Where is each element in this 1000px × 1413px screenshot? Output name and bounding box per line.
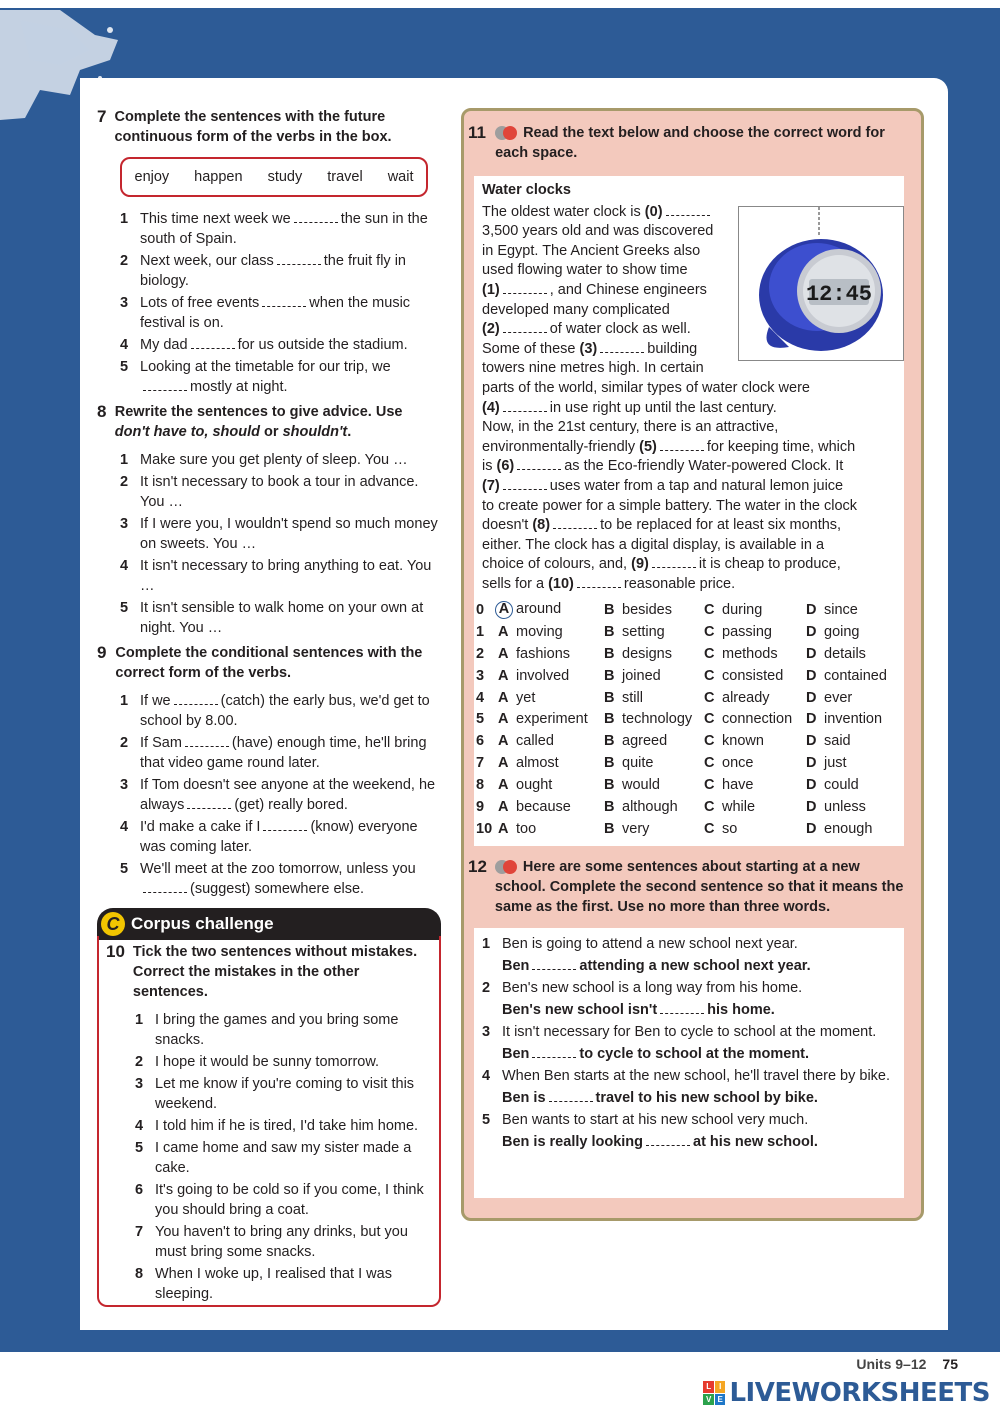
- answer-blank[interactable]: [263, 819, 307, 831]
- option-b[interactable]: B very: [604, 820, 650, 837]
- reading-line: sells for a (10) reasonable price.: [482, 575, 736, 592]
- option-c[interactable]: C so: [704, 820, 738, 837]
- list-item: 4 My dad for us outside the stadium.: [120, 337, 408, 353]
- exercise-instruction: Read the text below and choose the correct word for each space.: [495, 125, 885, 161]
- exercise-8: [97, 402, 437, 442]
- option-c[interactable]: C known: [704, 733, 764, 750]
- list-item: 1 Ben is going to attend a new school next year. Ben attending a new school next year.: [482, 936, 811, 974]
- answer-options: [476, 599, 904, 840]
- reading-title: Water clocks: [482, 182, 571, 198]
- reading-line: (2) of water clock as well.: [482, 321, 691, 338]
- answer-blank[interactable]: [553, 517, 597, 529]
- exercise-number: 7: [97, 107, 107, 126]
- option-a[interactable]: A because: [498, 798, 571, 815]
- question-number: 7: [476, 755, 485, 772]
- option-b[interactable]: B besides: [604, 601, 672, 618]
- question-number: 3: [476, 667, 485, 684]
- answer-blank[interactable]: [517, 458, 561, 470]
- answer-blank[interactable]: [191, 337, 235, 349]
- list-item: 3 It isn't necessary for Ben to cycle to school at the moment. Ben to cycle to school at the moment.: [482, 1024, 877, 1062]
- option-row: [476, 599, 904, 621]
- word-box: [120, 157, 428, 197]
- answer-blank[interactable]: [532, 958, 576, 970]
- corpus-title: Corpus challenge: [131, 914, 274, 933]
- liveworksheets-brand[interactable]: [703, 1378, 990, 1408]
- list-item: 1 I bring the games and you bring some snacks.: [135, 1012, 399, 1048]
- exercise-12-header: [468, 857, 908, 917]
- answer-blank[interactable]: [503, 282, 547, 294]
- answer-blank[interactable]: [277, 253, 321, 265]
- reading-line: towers nine metres high. In certain: [482, 360, 704, 377]
- list-item: 6 It's going to be cold so if you come, I think you should bring a coat.: [135, 1182, 424, 1218]
- list-item: 5 We'll meet at the zoo tomorrow, unless you(suggest) somewhere else.: [120, 861, 416, 897]
- option-a[interactable]: A ought: [498, 777, 553, 794]
- option-a[interactable]: A involved: [498, 667, 570, 684]
- option-c[interactable]: C during: [704, 601, 763, 618]
- answer-blank[interactable]: [187, 797, 231, 809]
- option-c[interactable]: C methods: [704, 645, 778, 662]
- option-d[interactable]: D contained: [806, 667, 887, 684]
- option-a[interactable]: A too: [498, 820, 537, 837]
- option-b[interactable]: B agreed: [604, 733, 668, 750]
- list-item: 5 Looking at the timetable for our trip, wemostly at night.: [120, 359, 391, 395]
- option-c[interactable]: C have: [704, 777, 754, 794]
- answer-blank[interactable]: [600, 341, 644, 353]
- list-item: 1 Make sure you get plenty of sleep. You …: [120, 452, 408, 468]
- reading-line: doesn't (8) to be replaced for at least six months,: [482, 517, 842, 534]
- option-d[interactable]: D just: [806, 755, 847, 772]
- option-a[interactable]: A fashions: [498, 645, 571, 662]
- water-clock-image: [738, 206, 904, 361]
- reading-line: 3,500 years old and was discovered: [482, 223, 714, 240]
- difficulty-dots-icon: [495, 860, 517, 874]
- word-box-word: happen: [194, 169, 243, 185]
- reading-line: environmentally-friendly (5) for keeping time, which: [482, 438, 856, 455]
- list-item: 2 If Sam (have) enough time, he'll bring that video game round later.: [120, 735, 427, 771]
- question-number: 2: [476, 645, 485, 662]
- option-c[interactable]: C consisted: [704, 667, 784, 684]
- list-item: 5 It isn't sensible to walk home on your own at night. You …: [120, 600, 424, 636]
- exercise-number: 10: [106, 942, 125, 961]
- option-row: [476, 818, 904, 840]
- option-row: [476, 687, 904, 709]
- reading-line: developed many complicated: [482, 301, 670, 318]
- word-box-word: wait: [387, 169, 414, 185]
- exercise-11-header: [468, 123, 908, 163]
- list-item: 1 If we (catch) the early bus, we'd get to school by 8.00.: [120, 693, 430, 729]
- exercise-12-items: [482, 934, 902, 1154]
- option-d[interactable]: D enough: [806, 820, 873, 837]
- corpus-icon: C: [101, 912, 125, 936]
- exercise-10: [106, 942, 431, 1002]
- list-item: 4 It isn't necessary to bring anything to eat. You …: [120, 558, 432, 594]
- reading-line: Now, in the 21st century, there is an attractive,: [482, 419, 779, 436]
- option-b[interactable]: B quite: [604, 755, 654, 772]
- question-number: 0: [476, 601, 485, 618]
- option-c[interactable]: C already: [704, 689, 770, 706]
- option-c[interactable]: C connection: [704, 711, 793, 728]
- exercise-10-items: [135, 1010, 430, 1306]
- option-d[interactable]: D ever: [806, 689, 853, 706]
- list-item: 2 It isn't necessary to book a tour in advance. You …: [120, 474, 419, 510]
- answer-blank[interactable]: [143, 379, 187, 391]
- option-a[interactable]: A almost: [498, 755, 559, 772]
- reading-line: (4) in use right up until the last century.: [482, 399, 777, 416]
- liveworksheets-logo-icon: L I V E: [703, 1381, 725, 1405]
- page-number: 75: [942, 1356, 958, 1372]
- list-item: 3 Let me know if you're coming to visit this weekend.: [135, 1076, 415, 1112]
- exercise-number: 8: [97, 402, 107, 421]
- exercise-9-items: [120, 691, 438, 901]
- list-item: 2 Ben's new school is a long way from his home. Ben's new school isn't his home.: [482, 980, 803, 1018]
- option-row: [476, 752, 904, 774]
- list-item: 2 Next week, our class the fruit fly in biology.: [120, 253, 406, 289]
- question-number: 6: [476, 733, 485, 750]
- list-item: 4 I'd make a cake if I (know) everyone was coming later.: [120, 819, 418, 855]
- exercise-7-items: [120, 209, 438, 399]
- answer-blank[interactable]: [174, 693, 218, 705]
- reading-line: (7) uses water from a tap and natural lemon juice: [482, 477, 844, 494]
- question-number: 1: [476, 623, 485, 640]
- difficulty-dots-icon: [495, 126, 517, 140]
- reading-line: in Egypt. The Ancient Greeks also: [482, 242, 701, 259]
- answer-blank[interactable]: [577, 576, 621, 588]
- question-number: 5: [476, 711, 485, 728]
- exercise-8-items: [120, 450, 438, 640]
- word-box-word: enjoy: [134, 169, 170, 185]
- list-item: 1 This time next week we the sun in the south of Spain.: [120, 211, 428, 247]
- word-box-word: study: [267, 169, 303, 185]
- exercise-instruction: Complete the conditional sentences with the correct form of the verbs.: [115, 645, 423, 681]
- answer-blank[interactable]: [646, 1134, 690, 1146]
- list-item: 3 If I were you, I wouldn't spend so much money on sweets. You …: [120, 516, 438, 552]
- list-item: 5 Ben wants to start at his new school very much. Ben is really looking at his new school.: [482, 1112, 818, 1150]
- example-answer-circle: A: [495, 601, 513, 619]
- answer-blank[interactable]: [652, 556, 696, 568]
- water-clock-illustration: [739, 207, 903, 360]
- option-row: [476, 665, 904, 687]
- page-footer: [856, 1356, 958, 1372]
- option-b[interactable]: B designs: [604, 645, 672, 662]
- reading-line: used flowing water to show time: [482, 262, 688, 279]
- option-a[interactable]: A called: [498, 733, 554, 750]
- exercise-7: [97, 107, 432, 147]
- list-item: 5 I came home and saw my sister made a cake.: [135, 1140, 412, 1176]
- option-b[interactable]: B setting: [604, 623, 665, 640]
- exercise-instruction: Tick the two sentences without mistakes. Correct the mistakes in the other sentences.: [132, 944, 418, 1000]
- option-a[interactable]: A yet: [498, 689, 536, 706]
- answer-blank[interactable]: [262, 295, 306, 307]
- list-item: 4 I told him if he is tired, I'd take him home.: [135, 1118, 419, 1134]
- option-row: [476, 796, 904, 818]
- option-row: [476, 708, 904, 730]
- reading-line: (1) , and Chinese engineers: [482, 281, 707, 298]
- exercise-number: 11: [468, 123, 486, 142]
- option-b[interactable]: B still: [604, 689, 643, 706]
- option-d[interactable]: D details: [806, 645, 866, 662]
- reading-line: parts of the world, similar types of water clock were: [482, 379, 810, 396]
- word-box-word: travel: [327, 169, 363, 185]
- option-c[interactable]: C passing: [704, 623, 772, 640]
- list-item: 4 When Ben starts at the new school, he'll travel there by bike. Ben is travel to his new school by bike.: [482, 1068, 891, 1106]
- option-d[interactable]: D invention: [806, 711, 883, 728]
- list-item: 3 Lots of free events when the music festival is on.: [120, 295, 411, 331]
- option-d[interactable]: D said: [806, 733, 851, 750]
- question-number: 10: [476, 820, 493, 837]
- reading-line: to create power for a simple battery. The water in the clock: [482, 497, 858, 514]
- list-item: 3 If Tom doesn't see anyone at the weekend, he always (get) really bored.: [120, 777, 436, 813]
- answer-blank[interactable]: [143, 881, 187, 893]
- option-a[interactable]: A around: [498, 601, 604, 619]
- option-d[interactable]: D since: [806, 601, 858, 618]
- answer-blank[interactable]: [660, 439, 704, 451]
- option-d[interactable]: D going: [806, 623, 860, 640]
- top-band: [0, 0, 1000, 8]
- exercise-9: [97, 643, 432, 683]
- question-number: 9: [476, 798, 485, 815]
- answer-blank[interactable]: [532, 1046, 576, 1058]
- reading-line: is (6) as the Eco-friendly Water-powered Clock. It: [482, 458, 844, 475]
- option-b[interactable]: B technology: [604, 711, 693, 728]
- question-number: 8: [476, 777, 485, 794]
- option-row: [476, 774, 904, 796]
- answer-blank[interactable]: [503, 400, 547, 412]
- answer-blank[interactable]: [503, 478, 547, 490]
- answer-blank[interactable]: [294, 211, 338, 223]
- exercise-instruction: Complete the sentences with the future continuous form of the verbs in the box.: [114, 109, 392, 145]
- answer-blank[interactable]: [549, 1090, 593, 1102]
- option-row: [476, 621, 904, 643]
- answer-blank[interactable]: [503, 321, 547, 333]
- option-c[interactable]: C once: [704, 755, 754, 772]
- clock-display: 12:45: [805, 282, 873, 307]
- answer-blank[interactable]: [666, 204, 710, 216]
- option-b[interactable]: B although: [604, 798, 678, 815]
- option-b[interactable]: B would: [604, 777, 660, 794]
- reading-line: choice of colours, and, (9) it is cheap to produce,: [482, 556, 841, 573]
- exercise-instruction: Here are some sentences about starting at a new school. Complete the second sentence so that it means the same as the first. Use no more than three words.: [494, 859, 904, 915]
- list-item: 8 When I woke up, I realised that I was sleeping.: [135, 1266, 392, 1302]
- exercise-instruction: Rewrite the sentences to give advice. Use don't have to, should or shouldn't.: [114, 404, 403, 440]
- option-b[interactable]: B joined: [604, 667, 661, 684]
- exercise-number: 9: [97, 643, 107, 662]
- question-number: 4: [476, 689, 485, 706]
- option-d[interactable]: D could: [806, 777, 859, 794]
- reading-line: either. The clock has a digital display, is available in a: [482, 536, 825, 553]
- answer-blank[interactable]: [660, 1002, 704, 1014]
- option-a[interactable]: A experiment: [498, 711, 588, 728]
- exercise-number: 12: [468, 857, 487, 876]
- list-item: 2 I hope it would be sunny tomorrow.: [135, 1054, 380, 1070]
- brand-name: LIVEWORKSHEETS: [729, 1378, 990, 1408]
- option-d[interactable]: D unless: [806, 798, 866, 815]
- option-c[interactable]: C while: [704, 798, 756, 815]
- list-item: 7 You haven't to bring any drinks, but you must bring some snacks.: [135, 1224, 408, 1260]
- option-a[interactable]: A moving: [498, 623, 563, 640]
- option-row: [476, 730, 904, 752]
- option-row: [476, 643, 904, 665]
- reading-line: The oldest water clock is (0): [482, 203, 902, 223]
- answer-blank[interactable]: [185, 735, 229, 747]
- units-label: Units 9–12: [856, 1356, 927, 1372]
- reading-line: Some of these (3) building: [482, 340, 698, 357]
